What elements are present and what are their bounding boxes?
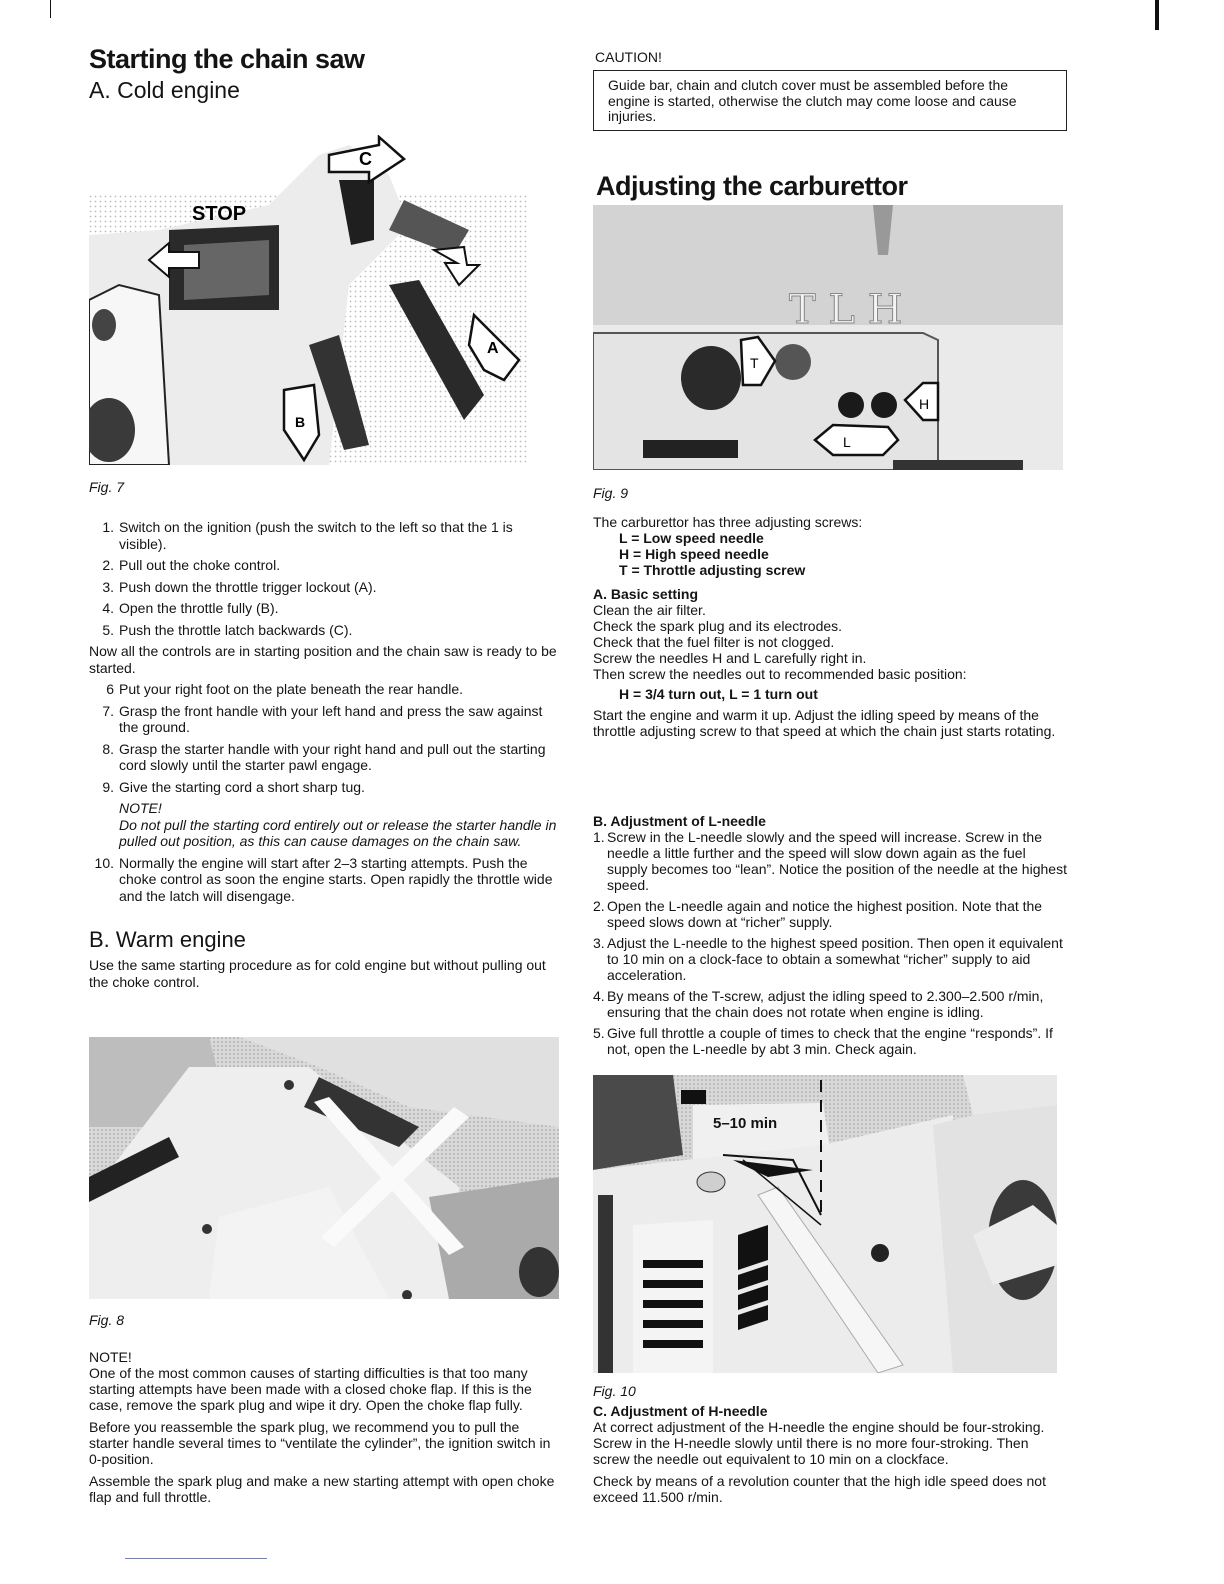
fig8-caption: Fig. 8 (89, 1312, 125, 1328)
l-needle-steps (593, 829, 1068, 1057)
fig9-label-h: H (919, 396, 930, 412)
fig10-label: 5–10 min (713, 1115, 778, 1132)
fig9-photo (593, 205, 1063, 470)
page-edge-mark-left (50, 0, 51, 18)
fig9-embossed-letters: T L H (789, 287, 903, 333)
list-item: 1. Screw in the L-needle slowly and the speed will increase. Screw in the needle a little further and the speed will slow down again as the fuel supply becomes too “lean”. Notice the position of the needle at the highest speed. (593, 829, 1067, 893)
list-item: 9. Give the starting cord a short sharp tug. (102, 778, 365, 795)
screw-item-l: L = Low speed needle (619, 530, 764, 546)
h-needle-section (593, 1403, 1068, 1505)
fig7-label-a: A (487, 340, 499, 357)
fig7-caption: Fig. 7 (89, 479, 125, 495)
footer-rule (125, 1558, 267, 1559)
note-paragraph-1: One of the most common causes of starting difficulties is that too many starting attempts have been made with a closed choke flap. If this is the case, remove the spark plug and wipe it dry. Open the choke flap fully. (89, 1365, 532, 1413)
note-section (89, 1349, 559, 1505)
list-item: 5. Give full throttle a couple of times to check that the engine “responds”. If not, open the L-needle by abt 3 min. Check again. (593, 1025, 1053, 1057)
note-block-9 (119, 800, 564, 850)
screw-item-h: H = High speed needle (619, 546, 769, 562)
screw-list (593, 530, 1068, 578)
fig7-illustration (89, 135, 529, 465)
basic-setting-line: Screw the needles H and L carefully right in. (593, 650, 867, 666)
note-paragraph-3: Assemble the spark plug and make a new starting attempt with open choke flap and full throttle. (89, 1473, 555, 1505)
note-label: NOTE! (119, 800, 162, 816)
caution-box: Guide bar, chain and clutch cover must be assembled before the engine is started, otherwise the clutch may come loose and cause injuries. (593, 70, 1067, 131)
steps-list-a (89, 519, 564, 638)
note-label-2: NOTE! (89, 1349, 132, 1365)
caution-label: CAUTION! (595, 49, 662, 65)
ready-text: Now all the controls are in starting position and the chain saw is ready to be started. (89, 643, 557, 676)
fig9-label-t: T (750, 355, 759, 371)
warm-engine-heading: B. Warm engine (89, 927, 246, 952)
list-item: 4. By means of the T-screw, adjust the idling speed to 2.300–2.500 r/min, ensuring that the chain does not rotate when engine is idling. (593, 988, 1044, 1020)
list-item: 6 Put your right foot on the plate beneath the rear handle. (106, 681, 464, 697)
list-item: 7. Grasp the front handle with your left hand and press the saw against the ground. (102, 702, 543, 735)
fig7-label-stop: STOP (192, 203, 247, 225)
h-needle-text-2: Check by means of a revolution counter that the high idle speed does not exceed 11.500 r/min. (593, 1473, 1046, 1505)
note-text: Do not pull the starting cord entirely out or release the starter handle in pulled out position, as this can cause damages on the chain saw. (119, 816, 557, 849)
list-item: 4. Open the throttle fully (B). (102, 600, 279, 616)
steps-list-b (89, 681, 564, 795)
carburettor-intro-section (593, 514, 1068, 739)
carburettor-screws-photo (593, 205, 1063, 470)
l-needle-heading: B. Adjustment of L-needle (593, 813, 766, 829)
note-paragraph-2: Before you reassemble the spark plug, we recommend you to pull the starter handle several times to “ventilate the cylinder”, the ignition switch in 0-position. (89, 1419, 551, 1467)
fig7-label-c: C (359, 149, 372, 169)
list-item: 3. Adjust the L-needle to the highest speed position. Then open it equivalent to 10 min on a clock-face to obtain a somewhat “richer” supply to aid acceleration. (593, 935, 1063, 983)
carburettor-title: Adjusting the carburettor (596, 171, 908, 201)
basic-setting-value: H = 3/4 turn out, L = 1 turn out (619, 686, 818, 702)
list-item: 2. Open the L-needle again and notice the highest position. Note that the speed slows down at “richer” supply. (593, 898, 1043, 930)
l-needle-adjustment-photo (593, 1075, 1057, 1373)
cold-engine-heading: A. Cold engine (89, 77, 240, 103)
list-item: 3. Push down the throttle trigger lockout (A). (102, 578, 377, 595)
fig7-label-b: B (295, 414, 306, 430)
basic-setting-line: Clean the air filter. (593, 602, 706, 618)
chainsaw-handle-photo (89, 1037, 559, 1299)
h-needle-heading: C. Adjustment of H-needle (593, 1403, 768, 1419)
fig9-label-l: L (843, 434, 851, 450)
page-title: Starting the chain saw (89, 44, 365, 74)
fig10-caption: Fig. 10 (593, 1383, 636, 1399)
carburettor-intro: The carburettor has three adjusting screws: (593, 514, 863, 530)
basic-setting-line: Check that the fuel filter is not clogged. (593, 634, 835, 650)
basic-setting-line: Then screw the needles out to recommended basic position: (593, 666, 967, 682)
page-edge-mark-right (1155, 0, 1159, 30)
basic-setting-heading: A. Basic setting (593, 586, 699, 602)
steps-list-c (89, 855, 564, 905)
basic-setting-line: Check the spark plug and its electrodes. (593, 618, 843, 634)
cold-engine-steps (89, 519, 564, 909)
chainsaw-controls-drawing (89, 135, 529, 465)
list-item: 5. Push the throttle latch backwards (C). (102, 621, 353, 638)
basic-setting-after: Start the engine and warm it up. Adjust the idling speed by means of the throttle adjusting screw to that speed at which the chain just starts rotating. (593, 707, 1056, 739)
list-item: 10. Normally the engine will start after 2–3 starting attempts. Push the choke control as soon the engine starts. Open rapidly the throttle wide and the latch will disengage. (94, 854, 553, 904)
warm-engine-text: Use the same starting procedure as for cold engine but without pulling out the choke control. (89, 957, 546, 990)
list-item: 2. Pull out the choke control. (102, 557, 281, 573)
list-item: 8. Grasp the starter handle with your right hand and pull out the starting cord slowly until the starter pawl engage. (102, 740, 546, 773)
h-needle-text: At correct adjustment of the H-needle the engine should be four-stroking. Screw in the H-needle slowly until there is no more four-stroking. Then screw the needle out equivalent to 10 min on a clockface. (593, 1419, 1045, 1467)
l-needle-section (593, 813, 1068, 1057)
fig8-photo (89, 1037, 559, 1299)
fig9-caption: Fig. 9 (593, 485, 629, 501)
list-item: 1. Switch on the ignition (push the switch to the left so that the 1 is visible). (102, 519, 513, 552)
screw-item-t: T = Throttle adjusting screw (619, 562, 806, 578)
fig10-photo (593, 1075, 1057, 1373)
